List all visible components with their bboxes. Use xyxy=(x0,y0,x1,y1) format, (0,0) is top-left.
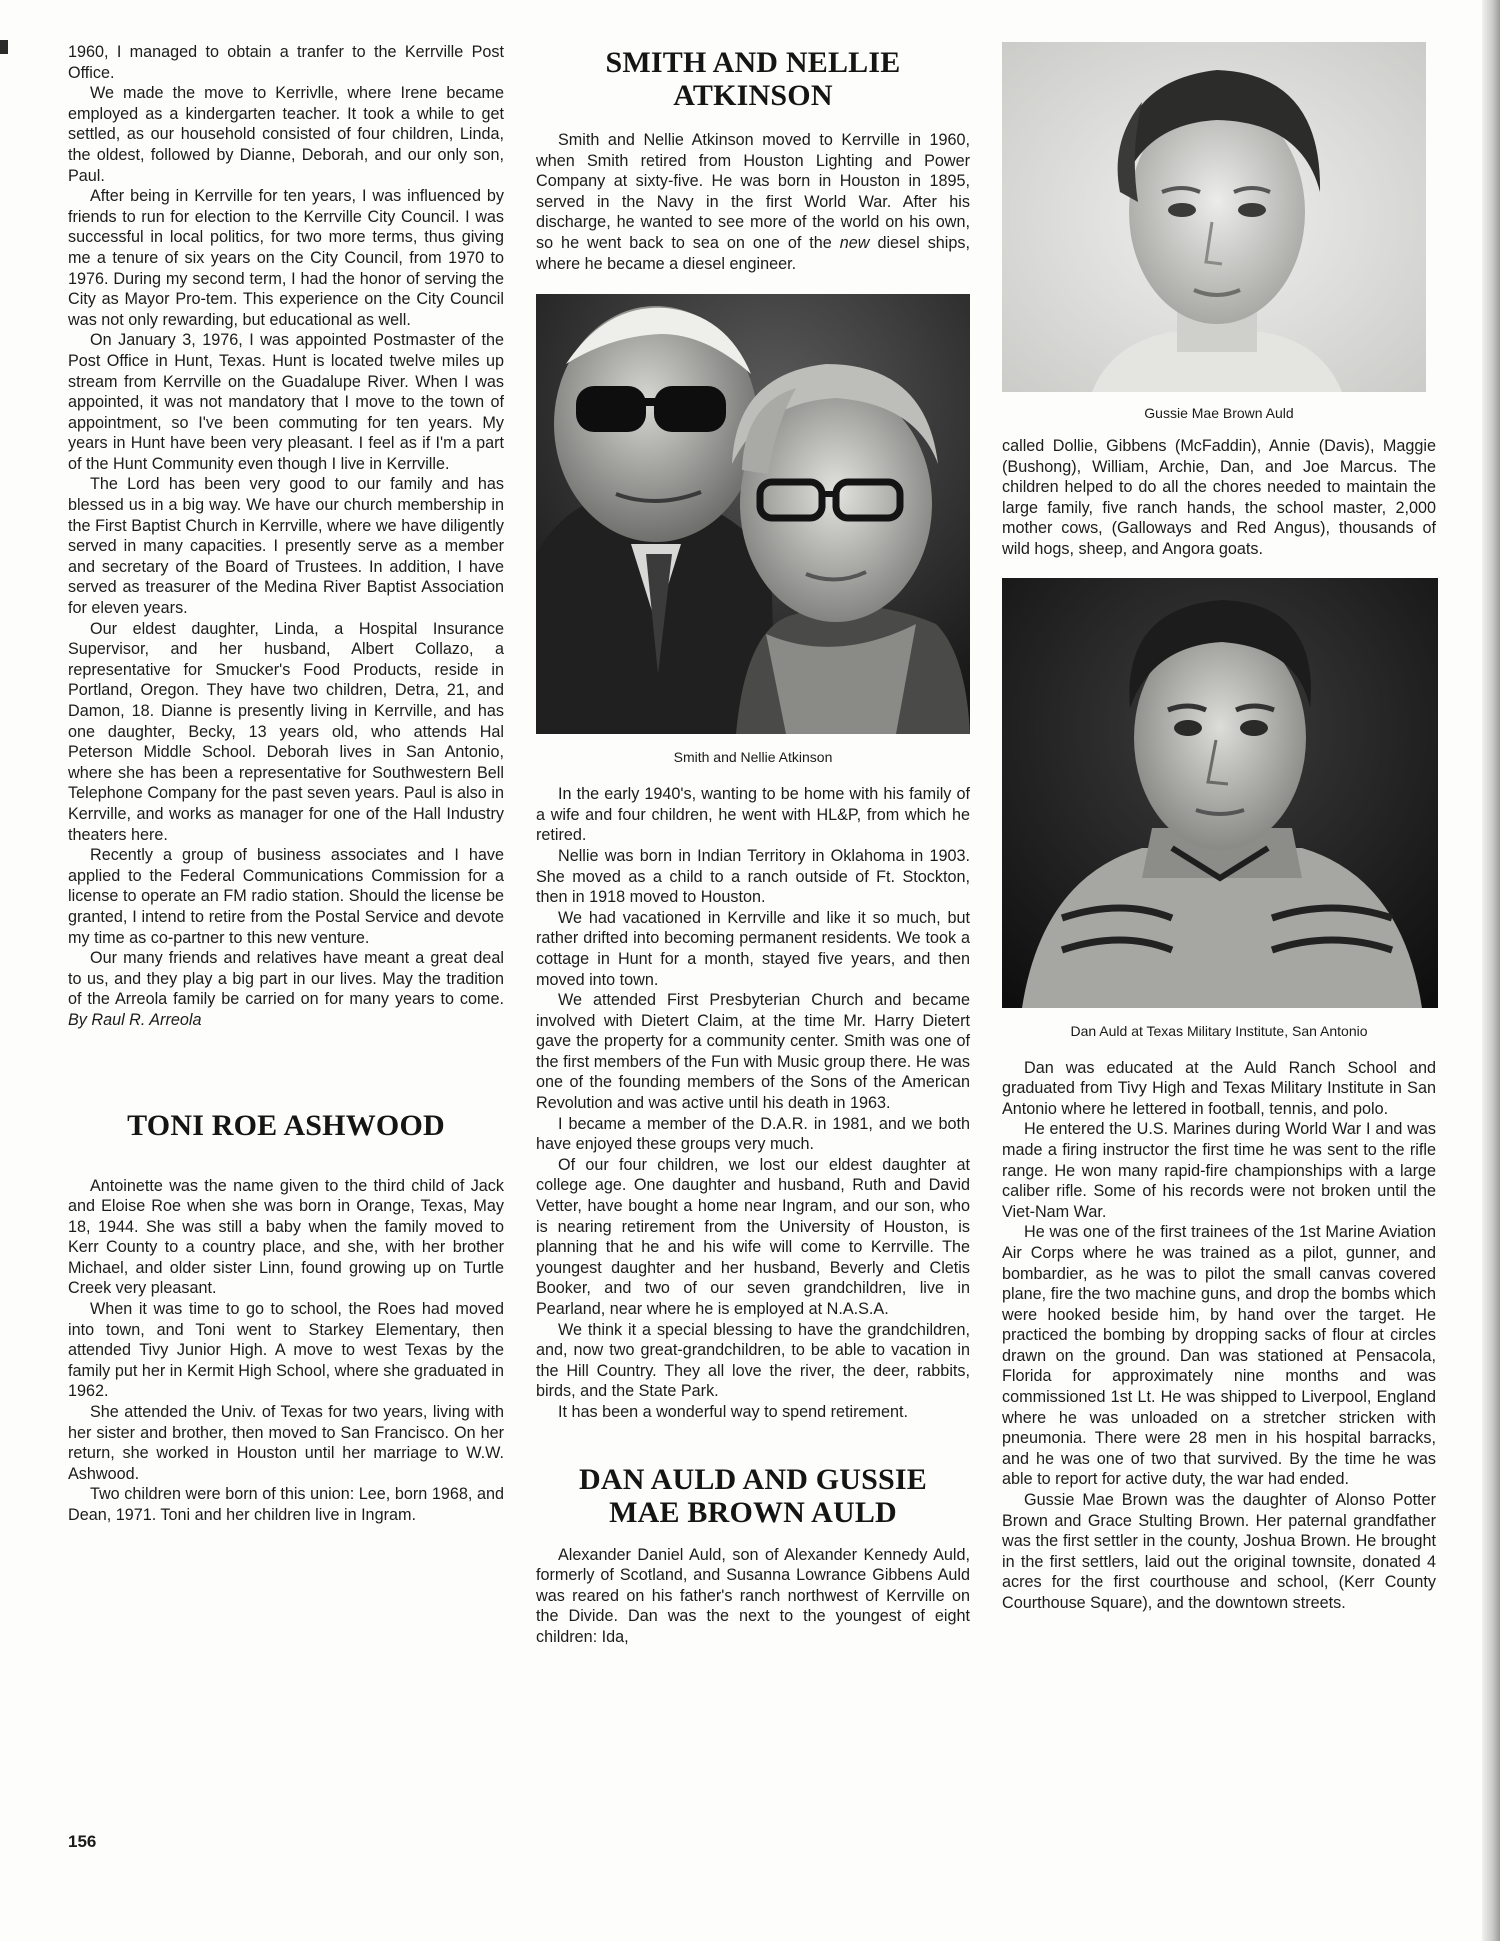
photo-smith-and-nellie-atkinson xyxy=(536,294,970,734)
body-paragraph: Two children were born of this union: Lee, born 1968, and Dean, 1971. Toni and her children live in Ingram. xyxy=(68,1485,504,1524)
caption-atkinson-photo: Smith and Nellie Atkinson xyxy=(673,749,833,766)
byline: By Raul R. Arreola xyxy=(68,1010,202,1029)
scan-corner-mark xyxy=(0,40,8,54)
body-paragraph: We attended First Presbyterian Church and became involved with Dietert Claim, at the time Mr. Harry Dietert gave the property for a community center. Smith was one of the first members of the Fun with Music group there. He was one of the founding members of the Sons of the American Revolution and was active until his death in 1963. xyxy=(536,991,970,1113)
body-paragraph: Gussie Mae Brown was the daughter of Alonso Potter Brown and Grace Stulting Brown. Her paternal grandfather was the first settler in the county, Joshua Brown. He brought in the first settlers, laid out the original townsite, donated 4 acres for the first courthouse and school, (Kerr County Courthouse Square), and the downtown streets. xyxy=(1002,1491,1436,1612)
body-paragraph: Alexander Daniel Auld, son of Alexander Kennedy Auld, formerly of Scotland, and Susanna Lowrance Gibbens Auld was reared on his father's ranch northwest of Kerrville on the Divide. Dan was the next to the youngest of eight children: Ida, xyxy=(536,1545,970,1646)
emphasis-text: new xyxy=(839,233,870,252)
photo-gussie-mae-brown-auld xyxy=(1002,42,1426,392)
body-paragraph: We had vacationed in Kerrville and like it so much, but rather drifted into becoming permanent residents. We took a cottage in Hunt for a month, stayed five years, and then moved into town. xyxy=(536,908,970,989)
body-paragraph: On January 3, 1976, I was appointed Postmaster of the Post Office in Hunt, Texas. Hunt is located twelve miles up stream from Kerrville on the Guadalupe River. When I was appointed, it was not mandatory that I move to the town of appointment, so I've been commuting for ten years. My years in Hunt have been very pleasant. I feel as if I'm a part of the Hunt Community even though I live in Kerrville. xyxy=(68,331,504,473)
heading-line: SMITH AND NELLIE xyxy=(605,46,901,79)
body-paragraph: He entered the U.S. Marines during World War I and was made a firing instructor the first time he was sent to the rifle range. He won many rapid-fire championships with a large caliber rifle. Some of his records were not broken until the Viet-Nam War. xyxy=(1002,1120,1436,1221)
column-left xyxy=(68,42,504,1526)
body-paragraph: Dan was educated at the Auld Ranch School and graduated from Tivy High and Texas Military Institute in San Antonio where he lettered in football, tennis, and polo. xyxy=(1002,1058,1436,1118)
body-paragraph: When it was time to go to school, the Roes had moved into town, and Toni went to Starkey Elementary, then attended Tivy Junior High. A move to west Texas by the family put her in Kermit High School, where she graduated in 1962. xyxy=(68,1300,504,1401)
body-paragraph xyxy=(536,130,970,274)
body-paragraph: Our eldest daughter, Linda, a Hospital Insurance Supervisor, and her husband, Albert Collazo, a representative for Smucker's Food Products, reside in Portland, Oregon. They have two children, Detra, 21, and Damon, 18. Dianne is presently living in Kerrville, and has one daughter, Becky, 13 years old, who attends Hal Peterson Middle School. Deborah lives in San Antonio, where she has been a representative for Southwestern Bell Telephone Company for the past seven years. Paul is also in Kerrville, and works as manager for one of the Hall Industry theaters here. xyxy=(68,619,504,844)
caption-gussie-photo: Gussie Mae Brown Auld xyxy=(1144,405,1294,421)
heading-line: DAN AULD AND GUSSIE xyxy=(578,1462,928,1496)
page-number: 156 xyxy=(68,1832,97,1851)
body-paragraph: Nellie was born in Indian Territory in Oklahoma in 1903. She moved as a child to a ranch outside of Ft. Stockton, then in 1918 moved to Houston. xyxy=(536,846,970,907)
section-heading-toni-roe-ashwood: TONI ROE ASHWOOD xyxy=(127,1108,445,1142)
body-paragraph: He was one of the first trainees of the 1st Marine Aviation Air Corps where he was trained as a pilot, gunner, and bombardier, as he was to pilot the small canvas covered plane, fire the two machine guns, and drop the bombs which were hooked beside him, by hand over the target. He practiced the bombing by dropping sacks of flour at circles drawn on the ground. Dan was stationed at Pensacola, Florida for approximately nine months and was commissioned 1st Lt. He was shipped to Liverpool, England where he was unloaded on a stretcher stricken with pneumonia. There were 28 men in his hospital barracks, and he was one of two that survived. By the time he was able to report for active duty, the war had ended. xyxy=(1002,1223,1436,1489)
column-right xyxy=(1002,42,1436,1614)
column-middle xyxy=(536,42,970,1648)
gussie-portrait-illustration xyxy=(1002,42,1426,392)
intro-text: diesel ships, where he became a diesel engineer. xyxy=(536,233,970,273)
atkinson-portrait-illustration xyxy=(536,294,970,734)
body-paragraph: The Lord has been very good to our family and has blessed us in a big way. We have our church membership in the First Baptist Church in Kerrville, where we have diligently served in many capacities. I presently serve as a member and secretary of the Board of Trustees. In addition, I have served as treasurer of the Medina River Baptist Association for eleven years. xyxy=(68,475,504,618)
body-paragraph: Of our four children, we lost our eldest daughter at college age. One daughter and husband, Ruth and David Vetter, have bought a home near Ingram, and our son, who is nearing retirement from the University of Houston, is planning that he and his wife will come to Kerrville. The youngest daughter and her husband, Beverly and Cletis Booker, and two of our seven grandchildren, live in Pearland, near where he is employed at N.A.S.A. xyxy=(536,1155,970,1318)
closing-paragraph xyxy=(68,948,504,1030)
body-paragraph: In the early 1940's, wanting to be home with his family of a wife and four children, he went with HL&P, from which he retired. xyxy=(536,785,970,845)
body-paragraph: I became a member of the D.A.R. in 1981, and we both have enjoyed these groups very much. xyxy=(536,1114,970,1154)
body-paragraph: Recently a group of business associates and I have applied to the Federal Communications Commission for a license to operate an FM radio station. Should the license be granted, I intend to retire from the Postal Service and devote my time as co-partner to this new venture. xyxy=(68,846,504,947)
body-paragraph: We think it a special blessing to have the grandchildren, and, now two great-grandchildren, to be able to vacation in the Hill Country. They all love the river, the deer, rabbits, birds, and the State Park. xyxy=(536,1320,970,1401)
section-heading-auld xyxy=(536,1463,970,1529)
body-paragraph: After being in Kerrville for ten years, I was influenced by friends to run for election to the Kerrville City Council. I was successful in local politics, for two more terms, thus giving me a tenure of six years on the City Council, from 1970 to 1976. During my second term, I had the honor of serving the City as Mayor Pro-tem. This experience on the City Council was not only rewarding, but educational as well. xyxy=(68,187,504,329)
page-binding-edge xyxy=(1482,0,1500,1941)
body-paragraph: 1960, I managed to obtain a tranfer to the Kerrville Post Office. xyxy=(68,43,504,82)
intro-text: Smith and Nellie Atkinson moved to Kerrville in 1960, when Smith retired from Houston Lighting and Power Company at sixty-five. He was born in Houston in 1895, served in the Navy in the first World War. After his discharge, he wanted to see more of the world on his own, so he went back to sea on one of the xyxy=(536,131,970,252)
heading-line: ATKINSON xyxy=(673,79,833,112)
section-heading-atkinson xyxy=(536,46,970,112)
body-paragraph: We made the move to Kerrivlle, where Irene became employed as a kindergarten teacher. It took a while to get settled, as our household consisted of four children, Linda, the oldest, followed by Dianne, Deborah, and our only son, Paul. xyxy=(68,84,504,185)
body-paragraph: Antoinette was the name given to the third child of Jack and Eloise Roe when she was born in Orange, Texas, May 18, 1944. She was still a baby when the family moved to Kerr County to a country place, and she, with her brother Michael, and older sister Linn, found growing up on Turtle Creek very pleasant. xyxy=(68,1176,504,1298)
body-paragraph: She attended the Univ. of Texas for two years, living with her sister and brother, then moved to San Francisco. On her return, she worked in Houston until her marriage to W.W. Ashwood. xyxy=(68,1403,504,1483)
heading-line: MAE BROWN AULD xyxy=(609,1495,897,1529)
caption-dan-photo: Dan Auld at Texas Military Institute, San Antonio xyxy=(1070,1022,1368,1039)
photo-dan-auld-texas-military-institute xyxy=(1002,578,1438,1008)
body-paragraph: It has been a wonderful way to spend retirement. xyxy=(558,1402,909,1421)
closing-text: Our many friends and relatives have meant a great deal to us, and they play a big part in our lives. May the tradition of the Arreola family be carried on for many years to come. xyxy=(68,949,504,1009)
body-paragraph: called Dollie, Gibbens (McFaddin), Annie (Davis), Maggie (Bushong), William, Archie, Dan, and Joe Marcus. The children helped to do all the chores needed to maintain the large family, five ranch hands, the school master, 2,000 mother cows, (Galloways and Red Angus), thousands of wild hogs, sheep, and Angora goats. xyxy=(1002,437,1436,558)
dan-portrait-illustration xyxy=(1002,578,1438,1008)
